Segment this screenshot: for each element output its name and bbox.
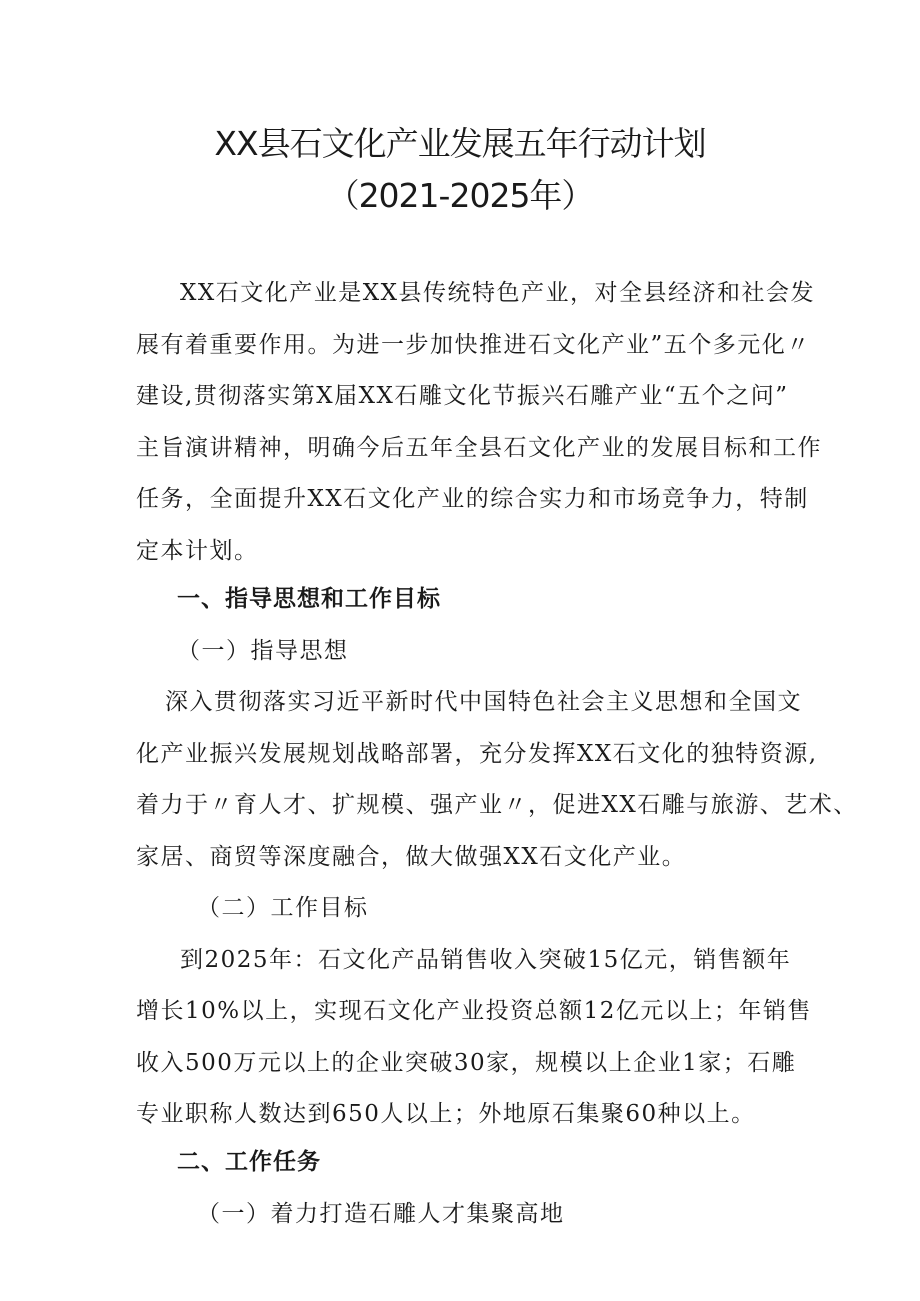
intro-line: 定本计划。 bbox=[136, 538, 259, 564]
body-line: 家居、商贸等深度融合，做大做强XX石文化产业。 bbox=[136, 844, 687, 870]
document-subtitle: （2021-2025年） bbox=[326, 176, 594, 215]
subsection-heading: （一）着力打造石雕人才集聚高地 bbox=[197, 1201, 565, 1227]
section-heading: 二、工作任务 bbox=[177, 1149, 321, 1175]
subsection-heading: （二）工作目标 bbox=[197, 895, 369, 921]
intro-line: 建设,贯彻落实第X届XX石雕文化节振兴石雕产业“五个之问” bbox=[136, 383, 789, 409]
body-line: 专业职称人数达到650人以上；外地原石集聚60种以上。 bbox=[136, 1101, 756, 1127]
body-line: 深入贯彻落实习近平新时代中国特色社会主义思想和全国文 bbox=[165, 689, 802, 715]
body-line: 到2025年：石文化产品销售收入突破15亿元，销售额年 bbox=[180, 947, 792, 973]
body-line: 收入500万元以上的企业突破30家，规模以上企业1家；石雕 bbox=[136, 1050, 797, 1076]
section-heading: 一、指导思想和工作目标 bbox=[177, 586, 441, 612]
document-title: XX县石文化产业发展五年行动计划 bbox=[214, 124, 706, 163]
body-line: 增长10%以上，实现石文化产业投资总额12亿元以上；年销售 bbox=[136, 998, 812, 1024]
body-line: 着力于〃育人才、扩规模、强产业〃，促进XX石雕与旅游、艺术、 bbox=[136, 792, 858, 818]
intro-line: XX石文化产业是XX县传统特色产业，对全县经济和社会发 bbox=[180, 280, 815, 306]
subsection-heading: （一）指导思想 bbox=[177, 638, 349, 664]
intro-line: 主旨演讲精神，明确今后五年全县石文化产业的发展目标和工作 bbox=[136, 435, 822, 461]
intro-line: 展有着重要作用。为进一步加快推进石文化产业”五个多元化〃 bbox=[136, 332, 811, 358]
intro-line: 任务，全面提升XX石文化产业的综合实力和市场竞争力，特制 bbox=[136, 486, 809, 512]
body-line: 化产业振兴发展规划战略部署，充分发挥XX石文化的独特资源, bbox=[136, 741, 818, 767]
